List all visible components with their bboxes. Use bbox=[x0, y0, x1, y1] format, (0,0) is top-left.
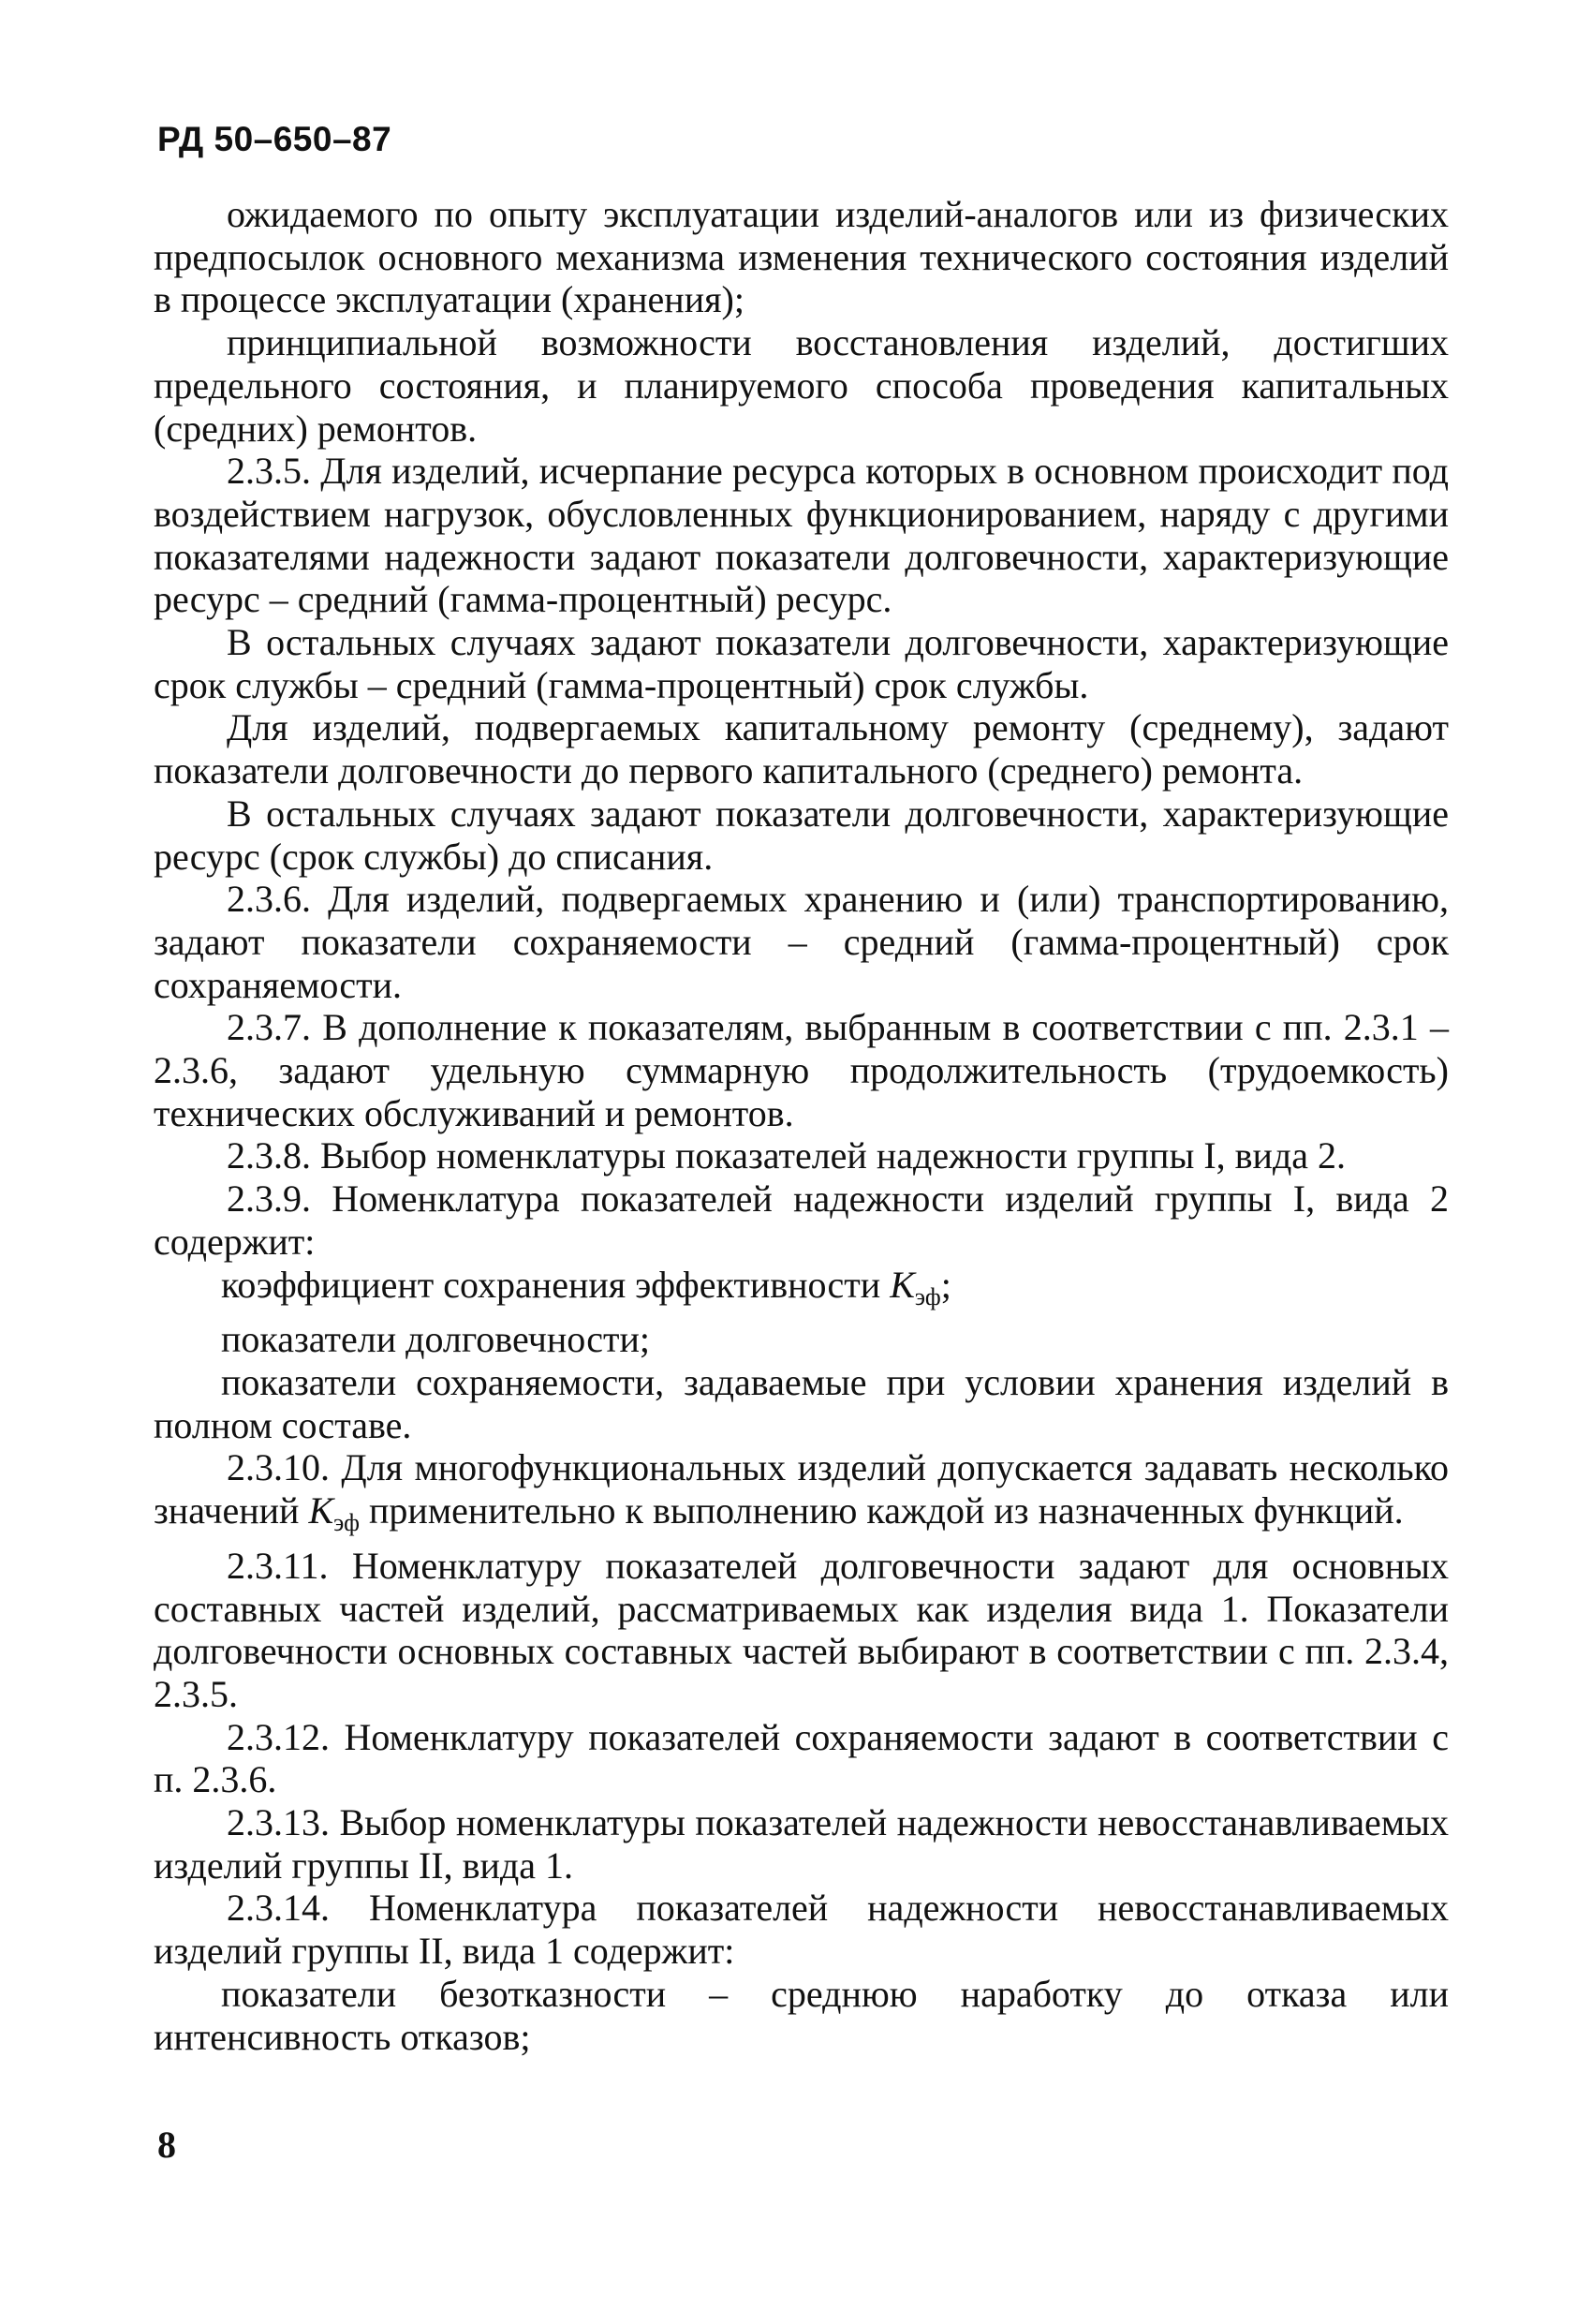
document-body bbox=[154, 193, 1449, 2058]
paragraph: 2.3.9. Номенклатура показателей надежности изделий группы I, вида 2 содержит: bbox=[154, 1177, 1449, 1263]
paragraph-formula bbox=[154, 1446, 1449, 1544]
paragraph: показатели долговечности; bbox=[221, 1318, 650, 1361]
paragraph: показатели безотказности – среднюю наработку до отказа или интенсивность отказов; bbox=[154, 1972, 1449, 2058]
text-run: ; bbox=[940, 1263, 951, 1306]
paragraph: 2.3.11. Номенклатуру показателей долговечности задают для основных составных частей изделий, рассматриваемых как изделия вида 1. Показатели долговечности основных составных частей выбирают в соответствии с пп. 2.3.4, 2.3.5. bbox=[154, 1544, 1449, 1715]
text-run: коэффициент сохранения эффективности bbox=[221, 1263, 891, 1306]
paragraph-formula-item bbox=[154, 1264, 1449, 1319]
paragraph: 2.3.7. В дополнение к показателям, выбранным в соответствии с пп. 2.3.1 – 2.3.6, задают удельную суммарную продолжительность (трудоемкость) технических обслуживаний и ремонтов. bbox=[154, 1006, 1449, 1134]
text-run: применительно к выполнению каждой из назначенных функций. bbox=[360, 1489, 1404, 1532]
coefficient-symbol bbox=[308, 1489, 360, 1537]
symbol-subscript: эф bbox=[914, 1282, 941, 1310]
page-number: 8 bbox=[157, 2124, 176, 2166]
paragraph: 2.3.5. Для изделий, исчерпание ресурса которых в основном происходит под воздействием нагрузок, обусловленных функционированием, наряду с другими показателями надежности задают показатели долговечности, характеризующие ресурс – средний (гамма-процентный) ресурс. bbox=[154, 450, 1449, 621]
paragraph: 2.3.13. Выбор номенклатуры показателей надежности невосстанавливаемых изделий группы II, вида 1. bbox=[154, 1801, 1449, 1887]
paragraph: В остальных случаях задают показатели долговечности, характеризующие срок службы – средний (гамма-процентный) срок службы. bbox=[154, 621, 1449, 706]
paragraph: ожидаемого по опыту эксплуатации изделий-аналогов или из физических предпосылок основного механизма изменения технического состояния изделий в процессе эксплуатации (хранения); bbox=[154, 193, 1449, 321]
symbol-subscript: эф bbox=[333, 1509, 360, 1537]
paragraph: В остальных случаях задают показатели долговечности, характеризующие ресурс (срок службы) до списания. bbox=[154, 792, 1449, 878]
coefficient-symbol bbox=[890, 1263, 941, 1310]
paragraph: 2.3.14. Номенклатура показателей надежности невосстанавливаемых изделий группы II, вида 1 содержит: bbox=[154, 1887, 1449, 1973]
symbol-letter: K bbox=[308, 1489, 334, 1532]
document-code-header: РД 50–650–87 bbox=[157, 120, 392, 158]
paragraph: 2.3.6. Для изделий, подвергаемых хранению и (или) транспортированию, задают показатели сохраняемости – средний (гамма-процентный) срок сохраняемости. bbox=[154, 878, 1449, 1006]
paragraph: 2.3.8. Выбор номенклатуры показателей надежности группы I, вида 2. bbox=[227, 1134, 1347, 1177]
paragraph: 2.3.12. Номенклатуру показателей сохраняемости задают в соответствии с п. 2.3.6. bbox=[154, 1715, 1449, 1801]
symbol-letter: K bbox=[890, 1263, 915, 1306]
paragraph: показатели сохраняемости, задаваемые при условии хранения изделий в полном составе. bbox=[154, 1360, 1449, 1446]
paragraph: принципиальной возможности восстановления изделий, достигших предельного состояния, и планируемого способа проведения капитальных (средних) ремонтов. bbox=[154, 321, 1449, 450]
paragraph: Для изделий, подвергаемых капитальному ремонту (среднему), задают показатели долговечности до первого капитального (среднего) ремонта. bbox=[154, 706, 1449, 792]
text-run: 2.3.10. Для многофункциональных изделий допускается задавать несколько значений bbox=[154, 1446, 1449, 1532]
